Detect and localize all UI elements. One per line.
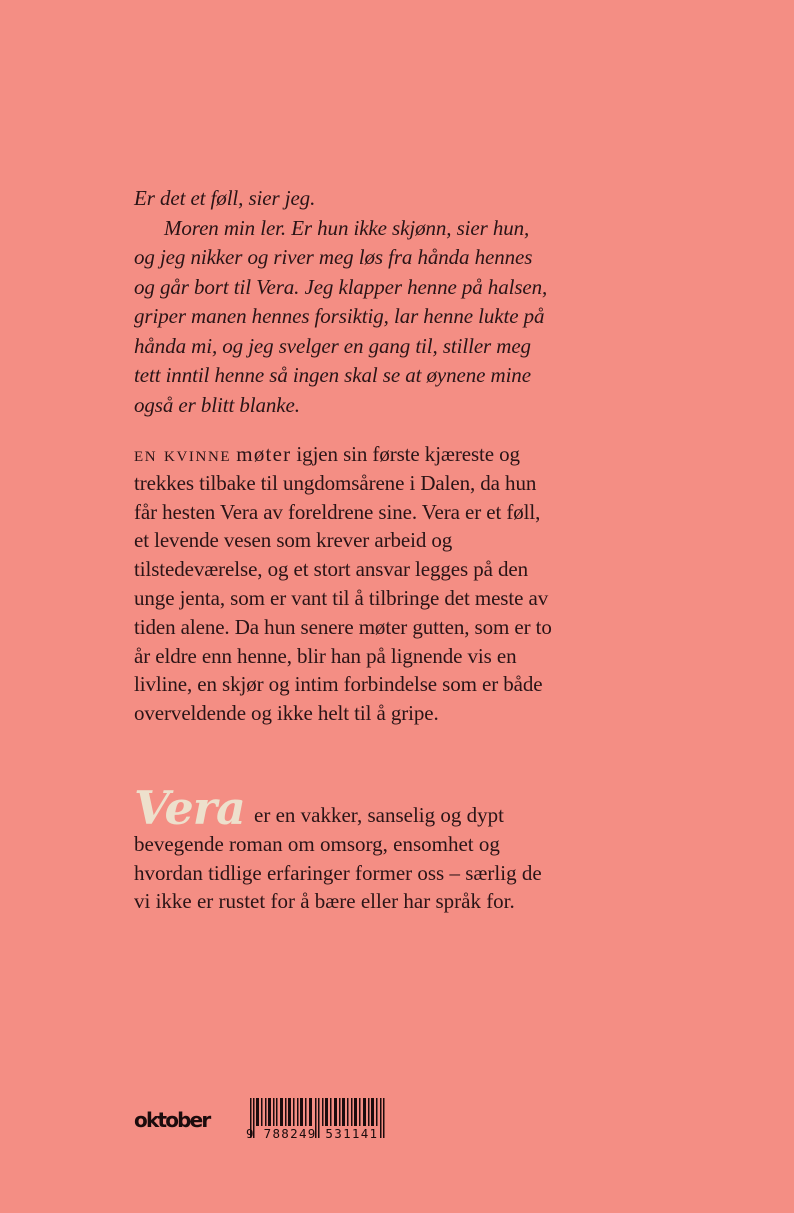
pitch-paragraph <box>134 781 554 916</box>
blurb-body: igjen sin første kjæreste og trekkes tilbake til ungdomsårene i Dalen, da hun får hesten Vera av foreldrene sine. Vera er et føll, et levende vesen som krever arbeid og tilstedeværelse, og et stort ansvar legges på den unge jenta, som er vant til å tilbringe det meste av tiden alene. Da hun senere møter gutten, som er to år eldre enn henne, blir han på lignende vis en livline, en skjør og intim forbindelse som er både overveldende og ikke helt til å gripe. <box>134 442 552 726</box>
blurb-paragraph <box>134 440 554 728</box>
book-title: Vera <box>134 781 245 835</box>
blurb-lead-smallcaps: en kvinne <box>134 442 232 466</box>
isbn-number: 9 788249 531141 <box>246 1126 379 1141</box>
excerpt-paragraph: Moren min ler. Er hun ikke skjønn, sier hun, og jeg nikker og river meg løs fra hånda hennes og går bort til Vera. Jeg klapper henne på halsen, griper manen hennes forsiktig, lar henne lukte på hånda mi, og jeg svelger en gang til, stiller meg tett inntil henne så ingen skal se at øynene mine også er blitt blanke. <box>134 215 548 417</box>
cover-footer <box>134 1098 434 1144</box>
excerpt-quote <box>134 184 554 420</box>
book-pitch <box>134 781 554 916</box>
publisher-logo: oktober <box>134 1108 210 1132</box>
excerpt-first-line: Er det et føll, sier jeg. <box>134 186 316 210</box>
blurb-lead-word: møter <box>236 442 292 466</box>
pitch-body: er en vakker, sanselig og dypt bevegende roman om omsorg, ensomhet og hvordan tidlige erfaringer former oss – særlig de vi ikke er rustet for å bære eller har språk for. <box>134 803 542 914</box>
book-blurb <box>134 440 554 728</box>
